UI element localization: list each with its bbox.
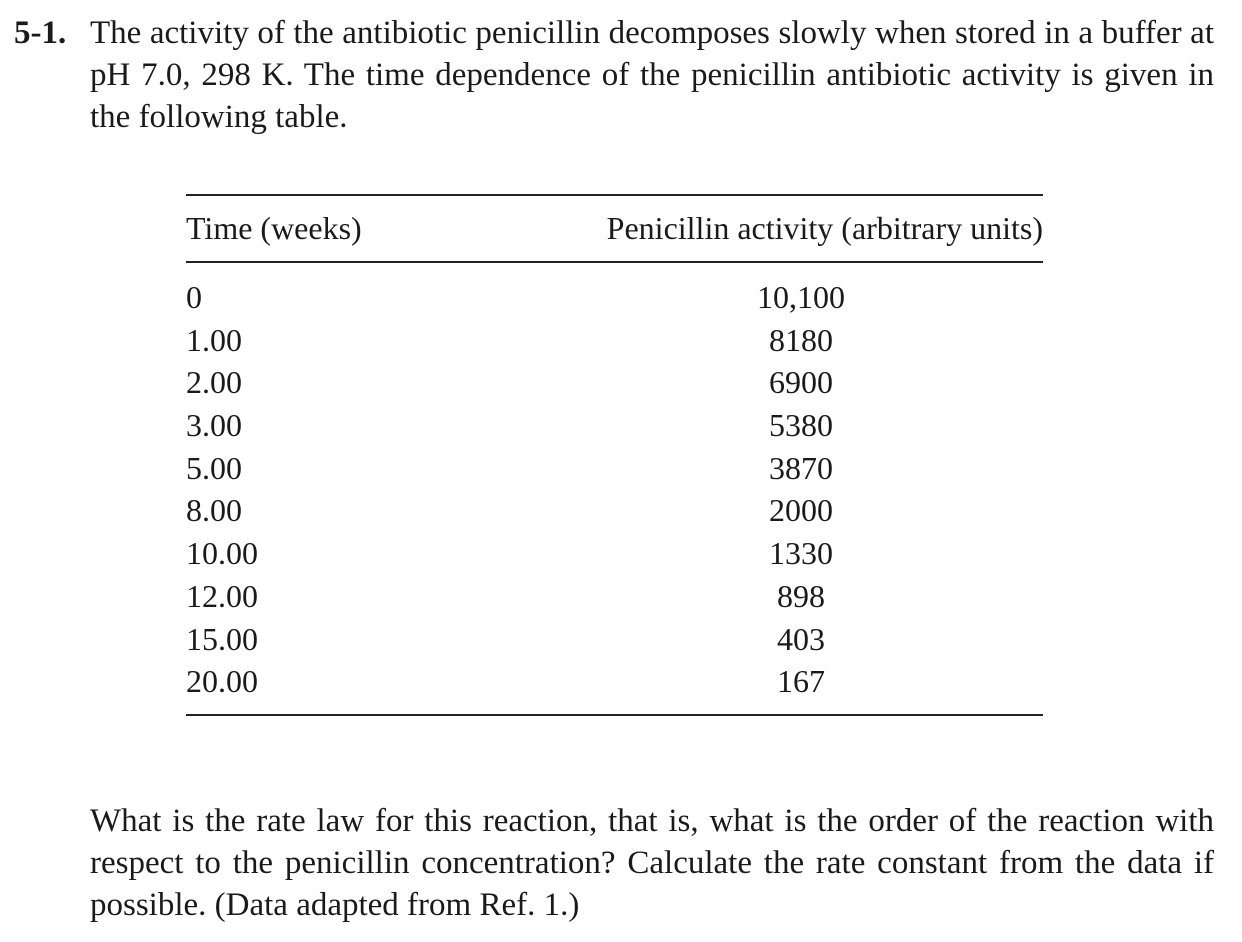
table-bottom-rule <box>186 714 1043 716</box>
column-header-activity: Penicillin activity (arbitrary units) <box>606 210 1043 246</box>
table-row <box>186 532 1043 575</box>
table-row <box>186 575 1043 618</box>
time-cell: 2.00 <box>186 364 242 401</box>
time-cell: 20.00 <box>186 663 258 700</box>
activity-cell: 1330 <box>769 535 833 572</box>
activity-cell: 6900 <box>769 364 833 401</box>
time-cell: 5.00 <box>186 449 242 486</box>
activity-cell: 5380 <box>769 407 833 444</box>
time-cell: 10.00 <box>186 535 258 572</box>
time-cell: 1.00 <box>186 321 242 358</box>
table-row <box>186 447 1043 490</box>
activity-cell: 3870 <box>769 449 833 486</box>
table-header-rule <box>186 261 1043 263</box>
column-header-time: Time (weeks) <box>186 210 362 246</box>
activity-cell: 8180 <box>769 321 833 358</box>
problem-question: What is the rate law for this reaction, that is, what is the order of the reaction with respect to the penicillin concentration? Calculate the rate constant from the data if possible. (Data adapted from Ref. 1.) <box>90 803 1214 923</box>
table-row <box>186 660 1043 703</box>
activity-cell: 898 <box>777 577 825 614</box>
problem-intro: The activity of the antibiotic penicillin decomposes slowly when stored in a buffer at pH 7.0, 298 K. The time dependence of the penicillin antibiotic activity is given in the following table. <box>90 15 1214 135</box>
table-row <box>186 276 1043 319</box>
time-cell: 0 <box>186 279 202 315</box>
table-row <box>186 618 1043 661</box>
table-top-rule <box>186 194 1043 196</box>
time-cell: 8.00 <box>186 492 242 529</box>
activity-cell: 2000 <box>769 492 833 529</box>
table-body <box>186 276 1043 703</box>
problem-number: 5-1. <box>14 15 67 51</box>
activity-cell: 10,100 <box>757 279 845 315</box>
table-row <box>186 489 1043 532</box>
activity-cell: 403 <box>777 620 825 657</box>
table-row <box>186 361 1043 404</box>
activity-cell: 167 <box>777 663 825 700</box>
table-row <box>186 404 1043 447</box>
time-cell: 3.00 <box>186 407 242 444</box>
time-cell: 15.00 <box>186 620 258 657</box>
time-cell: 12.00 <box>186 577 258 614</box>
table-row <box>186 319 1043 362</box>
